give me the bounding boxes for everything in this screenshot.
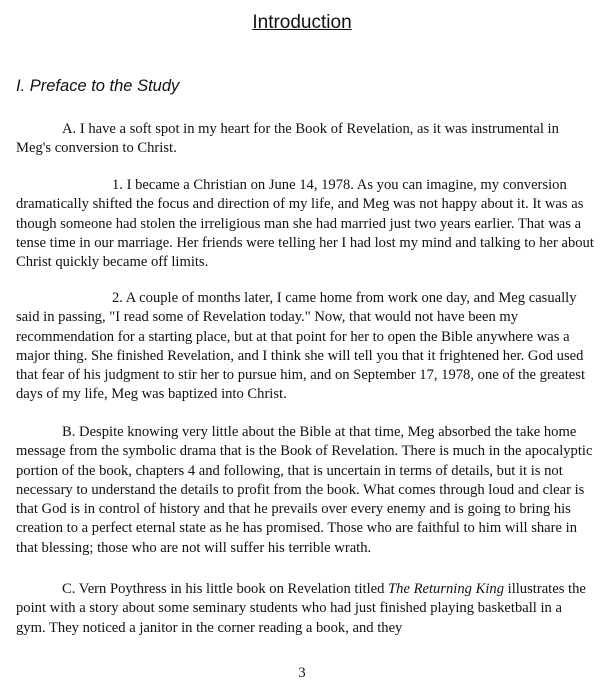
- paragraph-c-text-end: illustrates the point with a story about some seminary students who had just finished playing basketball in a gym. They noticed a janitor in the corner reading a book, and they: [16, 581, 586, 636]
- paragraph-c-text-start: C. Vern Poythress in his little book on Revelation titled: [62, 581, 389, 597]
- paragraph-b: [16, 423, 594, 558]
- paragraph-a: [16, 120, 594, 159]
- page-number: 3: [298, 665, 306, 681]
- paragraph-a-text: A. I have a soft spot in my heart for the Book of Revelation, as it was instrumental in Meg's conversion to Christ.: [16, 121, 559, 157]
- paragraph-2-text: 2. A couple of months later, I came home from work one day, and Meg casually said in passing, "I read some of Revelation today." Now, that would not have been my recommendation for a starting place, but at that point for her to open the Bible anywhere was a major thing. She finished Revelation, and I think she will tell you that it frightened her. God used that fear of his judgment to stir her to pursue him, and on September 17, 1978, one of the greatest days of my life, Meg was baptized into Christ.: [16, 290, 586, 403]
- paragraph-1-text: 1. I became a Christian on June 14, 1978. As you can imagine, my conversion dramatically shifted the focus and direction of my life, and Meg was not happy about it. It was as though someone had stolen the irreligious man she had married just two years earlier. That was a tense time in our marriage. Her friends were telling her I had lost my mind and talking to her about Christ quickly became off limits.: [16, 177, 594, 271]
- paragraph-1: [16, 176, 594, 272]
- paragraph-c: [16, 580, 594, 638]
- paragraph-2: [16, 289, 594, 405]
- paragraph-b-text: B. Despite knowing very little about the Bible at that time, Meg absorbed the take home message from the symbolic drama that is the Book of Revelation. There is much in the apocalyptic portion of the book, chapters 4 and following, that is uncertain in terms of details, but it is not necessary to understand the details to profit from the book. What comes through loud and clear is that God is in control of history and that he prevails over every enemy and is going to bring his creation to a perfect eternal state as he has promised. Those who are faithful to him will share in that blessing; those who are not will suffer his terrible wrath.: [16, 424, 593, 556]
- section-heading: I. Preface to the Study: [16, 77, 180, 95]
- book-title: The Returning King: [388, 581, 504, 597]
- page-title: Introduction: [252, 12, 352, 33]
